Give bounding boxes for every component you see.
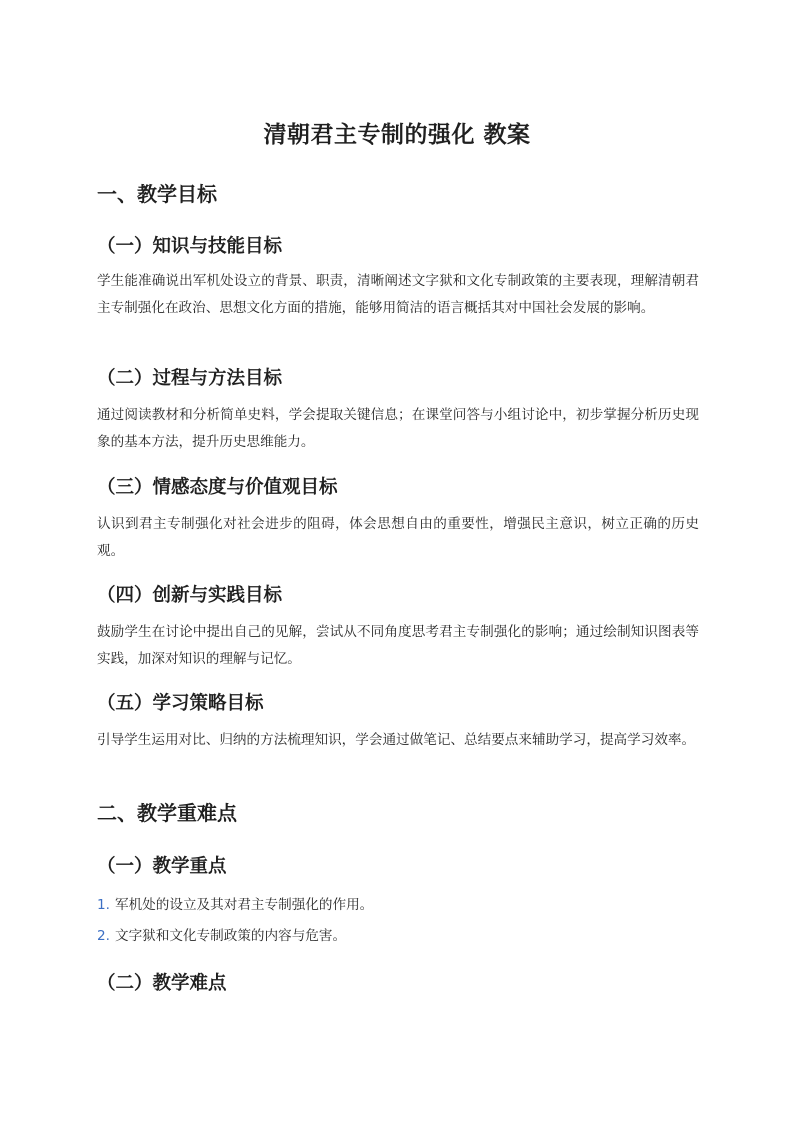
list-item [97,926,699,947]
section-heading-key-difficult-points: 二、教学重难点 [97,801,237,825]
subheading-process-methods: （二）过程与方法目标 [97,368,283,389]
subheading-key-points: （一）教学重点 [97,856,227,877]
list-number: 2. [97,927,110,944]
list-item-text: 文字狱和文化专制政策的内容与危害。 [115,927,347,944]
list-number: 1. [97,897,110,913]
subheading-innovation-practice: （四）创新与实践目标 [97,585,283,606]
paragraph-knowledge-skills: 学生能准确说出军机处设立的背景、职责，清晰阐述文字狱和文化专制政策的主要表现，理解清朝君主专制强化在政治、思想文化方面的措施，能够用简洁的语言概括其对中国社会发展的影响。 [97,273,699,316]
key-points-list [97,895,699,956]
paragraph-attitude-values: 认识到君主专制强化对社会进步的阻碍，体会思想自由的重要性，增强民主意识，树立正确的历史观。 [97,516,699,559]
list-item-text: 军机处的设立及其对君主专制强化的作用。 [115,897,374,913]
section-heading-objectives: 一、教学目标 [97,182,217,206]
subheading-learning-strategy: （五）学习策略目标 [97,693,264,714]
paragraph-process-methods: 通过阅读教材和分析简单史料，学会提取关键信息；在课堂问答与小组讨论中，初步掌握分析历史现象的基本方法，提升历史思维能力。 [97,407,699,450]
subheading-difficult-points: （二）教学难点 [97,973,227,994]
subheading-attitude-values: （三）情感态度与价值观目标 [97,477,338,498]
subheading-knowledge-skills: （一）知识与技能目标 [97,236,283,257]
paragraph-innovation-practice: 鼓励学生在讨论中提出自己的见解，尝试从不同角度思考君主专制强化的影响；通过绘制知识图表等实践，加深对知识的理解与记忆。 [97,624,699,667]
paragraph-learning-strategy: 引导学生运用对比、归纳的方法梳理知识，学会通过做笔记、总结要点来辅助学习，提高学习效率。 [97,732,696,748]
list-item [97,895,699,916]
document-title: 清朝君主专制的强化 教案 [263,122,531,148]
